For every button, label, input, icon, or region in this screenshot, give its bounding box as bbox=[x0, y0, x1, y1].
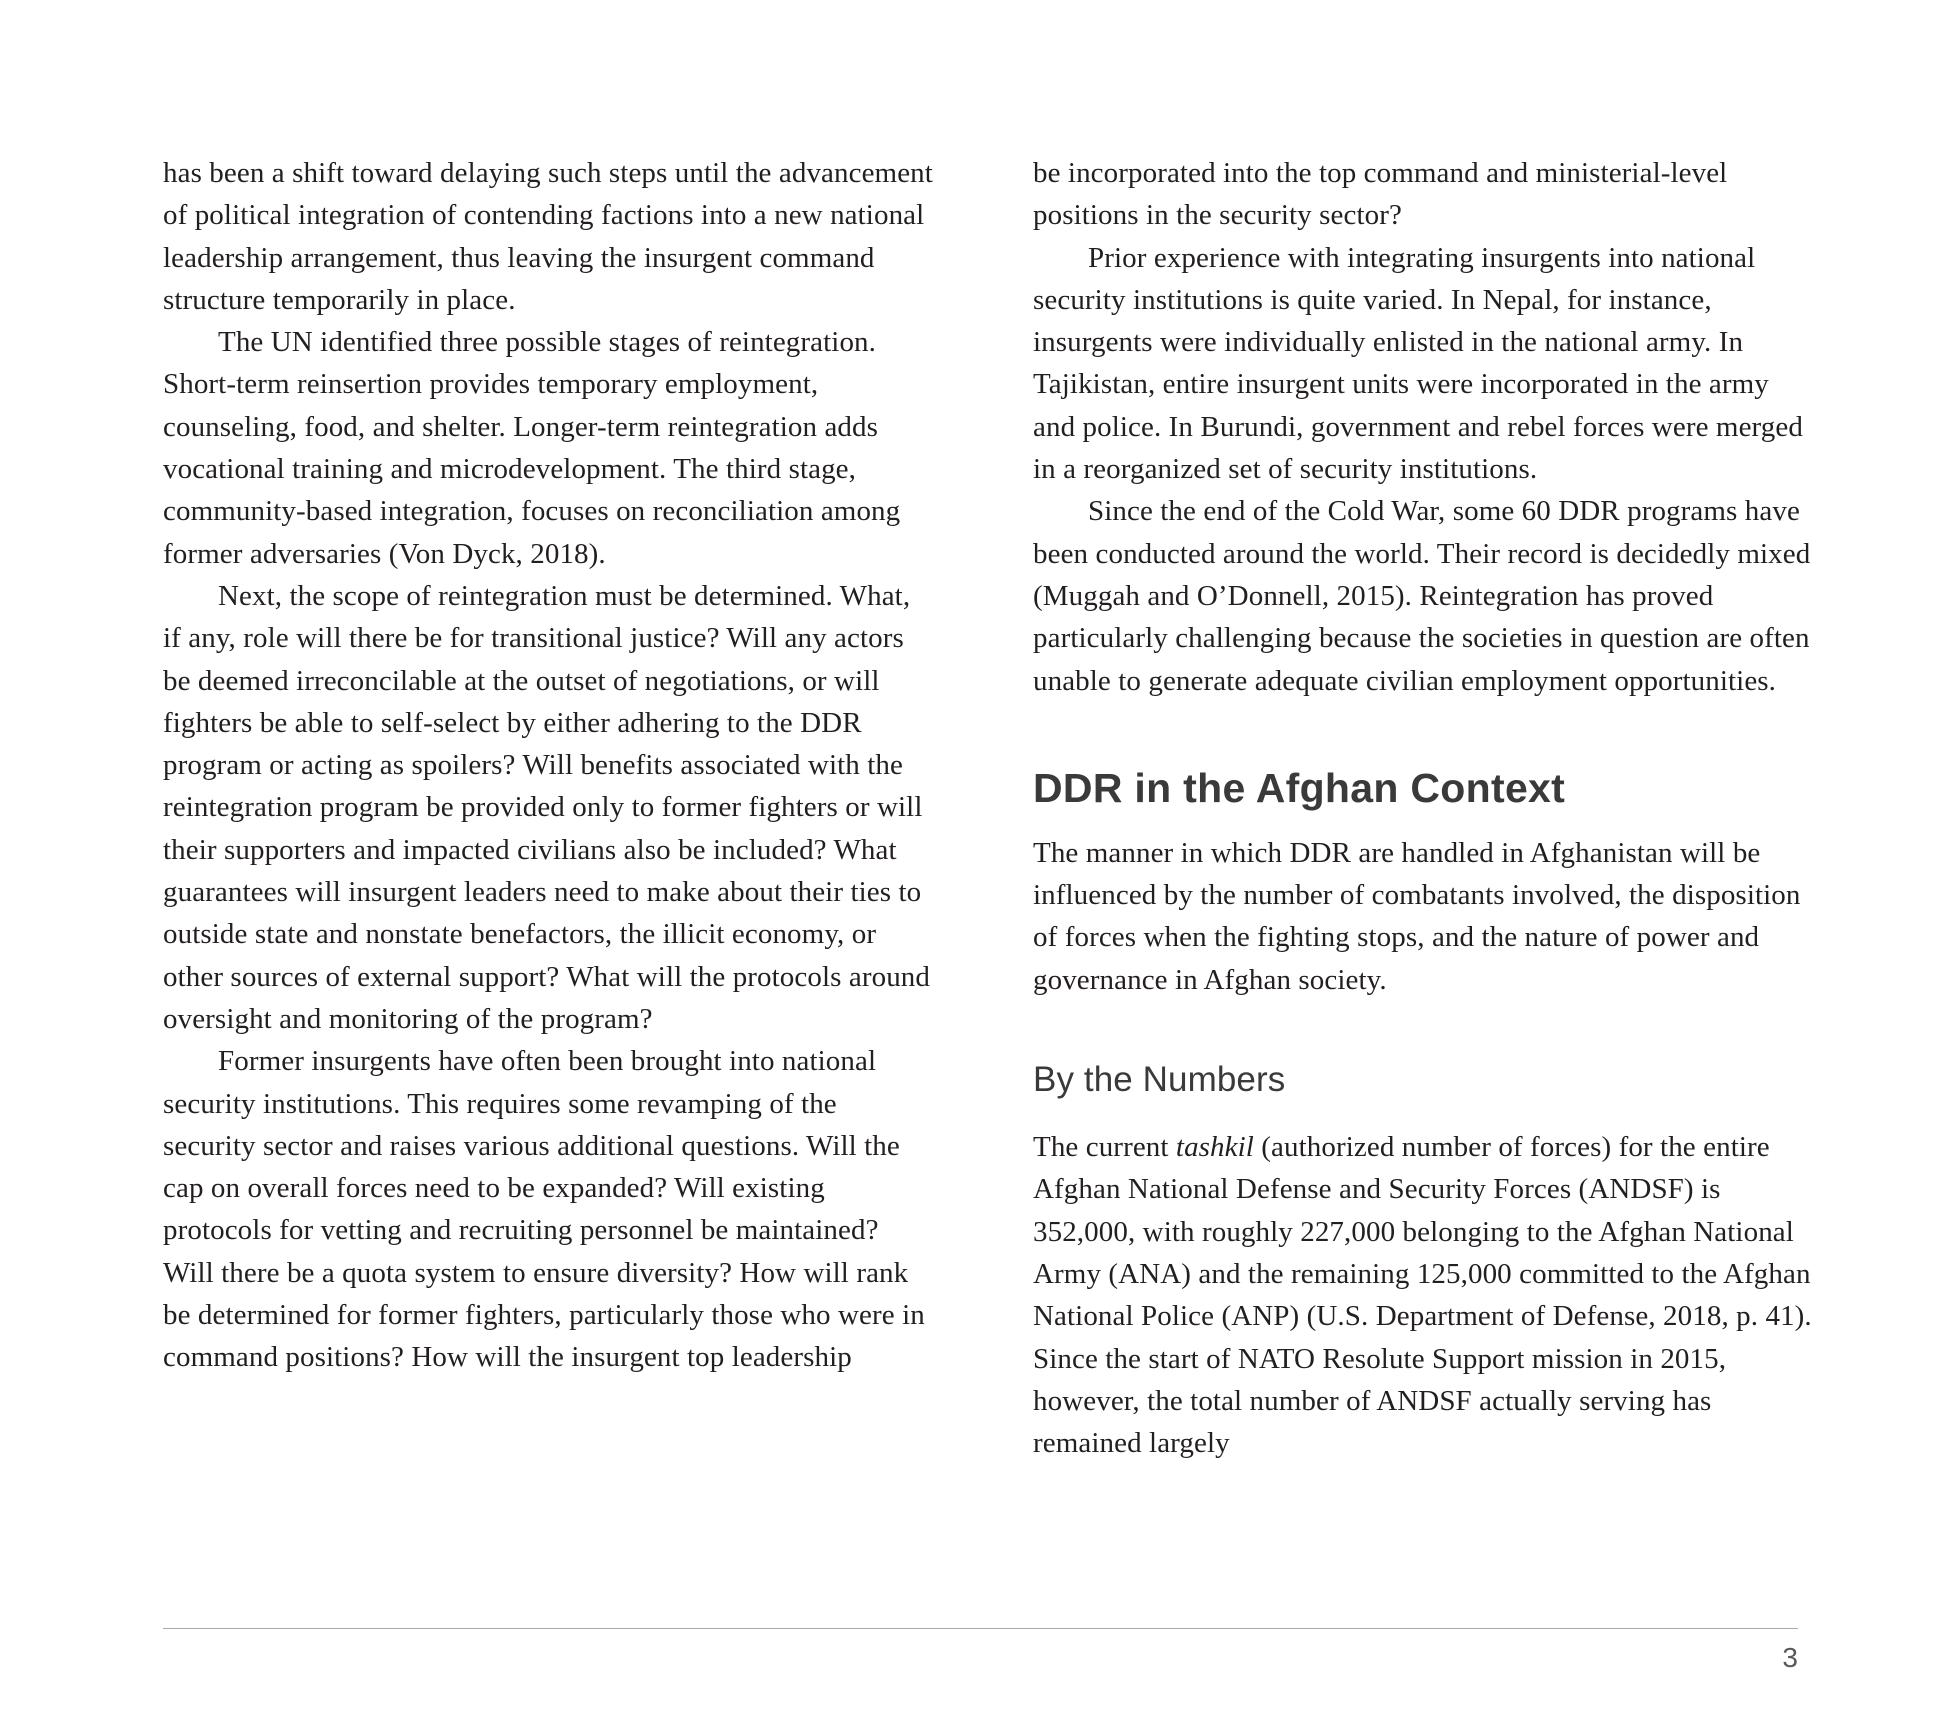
section-heading: DDR in the Afghan Context bbox=[1033, 764, 1566, 811]
text-run: The current bbox=[1033, 1131, 1176, 1164]
paragraph-prior-experience: Prior experience with integrating insurgents into national security institutions is quite varied. In Nepal, for instance, insurgents were individually enlisted in the national army. In Tajikistan, entire insurgent units were incorporated in the army and police. In Burundi, government and rebel forces were merged in a reorganized set of security institutions. bbox=[1033, 241, 1803, 486]
paragraph-former-insurgents: Former insurgents have often been brought into national security institutions. This requires some revamping of the security sector and raises various additional questions. Will the cap on overall forces need to be expanded? Will existing protocols for vetting and recruiting personnel be maintained? Will there be a quota system to ensure diversity? How will rank be determined for former fighters, particularly those who were in command positions? How will the insurgent top leadership bbox=[163, 1045, 925, 1374]
paragraph-continued: has been a shift toward delaying such steps until the advancement of political integration of contending factions into a new national leadership arrangement, thus leaving the insurgent command structure temporarily in place. bbox=[163, 157, 933, 316]
left-column bbox=[163, 152, 933, 1379]
italic-term: tashkil bbox=[1175, 1131, 1254, 1164]
subsection-heading: By the Numbers bbox=[1033, 1060, 1286, 1100]
right-column bbox=[1033, 152, 1813, 1464]
paragraph-afghan-context: The manner in which DDR are handled in Afghanistan will be influenced by the number of combatants involved, the disposition of forces when the fighting stops, and the nature of power and governance in Afghan society. bbox=[1033, 836, 1801, 996]
footer-divider bbox=[163, 1628, 1798, 1629]
paragraph-ddr-programs: Since the end of the Cold War, some 60 DDR programs have been conducted around the world. Their record is decidedly mixed (Muggah and O’Donnell, 2015). Reintegration has proved particularly challenging because the societies in question are often unable to generate adequate civilian employment opportunities. bbox=[1033, 495, 1811, 697]
paragraph-by-the-numbers bbox=[1033, 1126, 1813, 1464]
paragraph-continued-right: be incorporated into the top command and ministerial-level positions in the security sector? bbox=[1033, 157, 1728, 232]
page-number: 3 bbox=[1782, 1642, 1798, 1673]
paragraph-reintegration-stages: The UN identified three possible stages of reintegration. Short-term reinsertion provides temporary employment, counseling, food, and shelter. Longer-term reintegration adds vocational training and microdevelopment. The third stage, community-based integration, focuses on reconciliation among former adversaries (Von Dyck, 2018). bbox=[163, 326, 901, 570]
paragraph-reintegration-scope: Next, the scope of reintegration must be determined. What, if any, role will there be for transitional justice? Will any actors be deemed irreconcilable at the outset of negotiations, or will fighters be able to self-select by either adhering to the DDR program or acting as spoilers? Will benefits associated with the reintegration program be provided only to former fighters or will their supporters and impacted civilians also be included? What guarantees will insurgent leaders need to make about their ties to outside state and nonstate benefactors, the illicit economy, or other sources of external support? What will the protocols around oversight and monitoring of the program? bbox=[163, 579, 930, 1035]
text-run: (authorized number of forces) for the entire Afghan National Defense and Security Forces (ANDSF) is 352,000, with roughly 227,000 belonging to the Afghan National Army (ANA) and the remaining 125,000 committed to the Afghan National Police (ANP) (U.S. Department of Defense, 2018, p. 41). Since the start of NATO Resolute Support mission in 2015, however, the total number of ANDSF actually serving has remained largely bbox=[1033, 1131, 1812, 1460]
